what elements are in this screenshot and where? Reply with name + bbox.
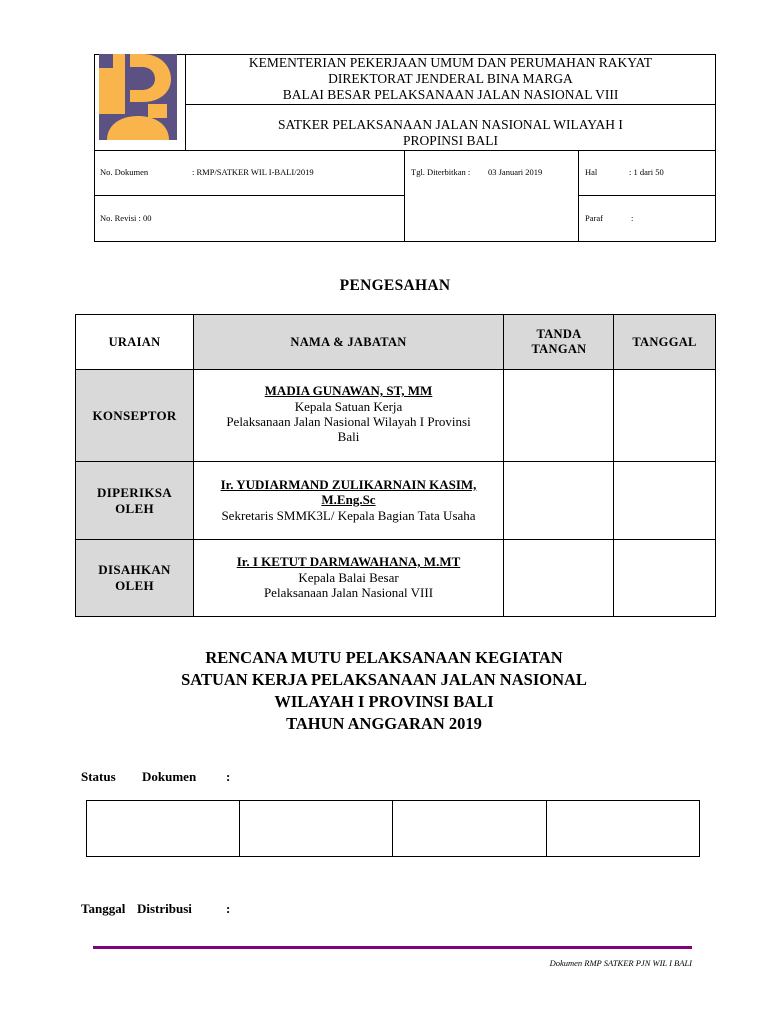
- page-value: : 1 dari 50: [629, 167, 664, 177]
- row-role-konseptor: KONSEPTOR: [92, 407, 177, 423]
- document-title-line-3: WILAYAH I PROVINSI BALI: [274, 692, 494, 711]
- person-position-line: Kepala Satuan Kerja: [294, 399, 403, 414]
- person-name: MADIA GUNAWAN, ST, MM: [264, 383, 433, 398]
- org-name-line-2: DIREKTORAT JENDERAL BINA MARGA: [328, 71, 573, 86]
- document-title-line-4: TAHUN ANGGARAN 2019: [286, 714, 482, 733]
- footer-text: Dokumen RMP SATKER PJN WIL I BALI: [549, 958, 692, 968]
- unit-name-line-2: PROPINSI BALI: [403, 133, 498, 148]
- row-person-diperiksa: [204, 462, 493, 539]
- logo-bottom-bar: [148, 104, 167, 118]
- row-role-disahkan: DISAHKAN OLEH: [98, 562, 171, 593]
- issued-date-label: Tgl. Diterbitkan :: [411, 167, 471, 177]
- org-name-line-3: BALAI BESAR PELAKSANAAN JALAN NASIONAL VIII: [282, 87, 619, 102]
- person-position-line: Bali: [337, 429, 360, 444]
- status-label-document: Dokumen: [142, 769, 197, 784]
- unit-name-line-1: SATKER PELAKSANAAN JALAN NASIONAL WILAYAH I: [278, 117, 623, 132]
- document-title-line-2: SATUAN KERJA PELAKSANAAN JALAN NASIONAL: [181, 670, 587, 689]
- row-role-diperiksa: DIPERIKSA OLEH: [97, 484, 172, 516]
- logo-top-left-notch: [99, 54, 113, 68]
- status-label: Status: [81, 769, 116, 784]
- column-header-tanggal: TANGGAL: [632, 334, 697, 349]
- issued-date-value: 03 Januari 2019: [488, 167, 543, 177]
- person-name: Ir. I KETUT DARMAWAHANA, M.MT: [236, 554, 461, 569]
- person-name: Ir. YUDIARMAND ZULIKARNAIN KASIM, M.Eng.Sc: [220, 477, 477, 507]
- org-name-line-1: KEMENTERIAN PEKERJAAN UMUM DAN PERUMAHAN RAKYAT: [248, 55, 653, 70]
- person-position-line: Pelaksanaan Jalan Nasional VIII: [263, 585, 434, 600]
- row-person-konseptor: [194, 370, 503, 461]
- paraf-label: Paraf: [585, 213, 603, 223]
- doc-number-value: : RMP/SATKER WIL I-BALI/2019: [192, 167, 314, 177]
- page-label: Hal: [585, 167, 598, 177]
- distribution-colon: :: [226, 901, 231, 916]
- person-position-line: Sekretaris SMMK3L/ Kepala Bagian Tata Usaha: [221, 508, 476, 523]
- distribution-label: Tanggal: [81, 901, 126, 916]
- column-header-tanda-tangan: TANDA TANGAN: [531, 327, 587, 356]
- document-title-line-1: RENCANA MUTU PELAKSANAAN KEGIATAN: [205, 648, 563, 667]
- person-position-line: Kepala Balai Besar: [298, 570, 399, 585]
- footer-rule: [93, 946, 692, 949]
- doc-number-label: No. Dokumen: [100, 167, 149, 177]
- column-header-uraian: URAIAN: [108, 334, 161, 349]
- approval-title: PENGESAHAN: [339, 277, 451, 294]
- paraf-value: :: [631, 213, 634, 223]
- column-header-nama-jabatan: NAMA & JABATAN: [290, 334, 407, 349]
- status-colon: :: [226, 769, 231, 784]
- revision-number: No. Revisi : 00: [100, 213, 152, 223]
- pu-logo: [99, 54, 177, 140]
- person-position-line: Pelaksanaan Jalan Nasional Wilayah I Provinsi: [226, 414, 471, 429]
- distribution-label-2: Distribusi: [137, 901, 192, 916]
- row-person-disahkan: [194, 540, 503, 616]
